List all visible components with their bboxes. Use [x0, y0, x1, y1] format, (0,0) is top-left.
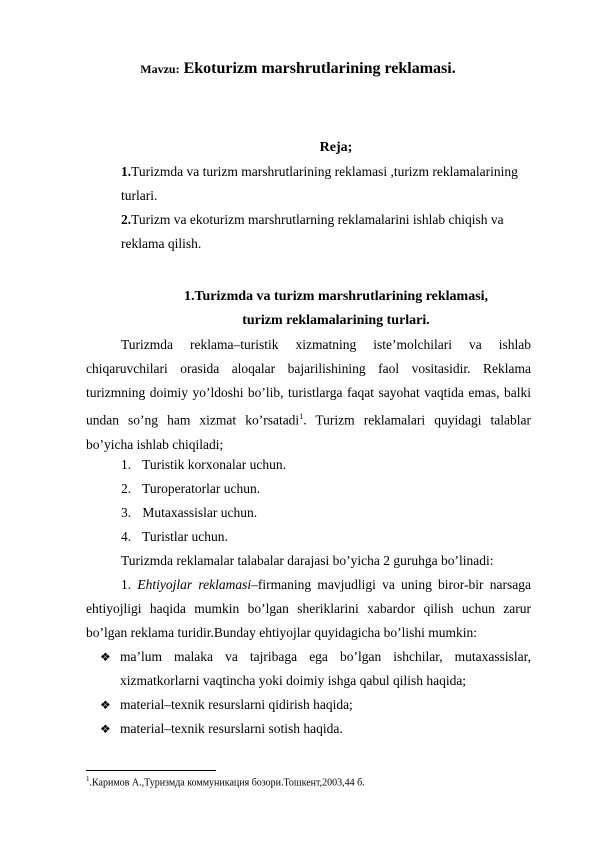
bullet-item	[100, 645, 531, 693]
diamond-bullet-icon: ❖	[100, 698, 111, 712]
paragraph-text: Turizmda reklama–turistik xizmatning iste’molchilari va ishlab chiqaruvchilari orasida aloqalar bajarilishining faol vositasidir. Reklama turizmning doimiy yo’ldoshi bo’lib, turistlarga faqat sayohat vaqtida emas, balki undan so’ng ham xizmat ko’rsatadi	[86, 337, 531, 428]
page-title	[0, 60, 596, 78]
list-item	[121, 525, 286, 549]
topic-text: Ekoturizm marshrutlarining reklamasi.	[183, 60, 456, 77]
plan-heading: Reja;	[319, 140, 353, 155]
plan-item-number: 2.	[121, 212, 132, 227]
topic-label: Mavzu:	[140, 62, 180, 76]
list-number: 3.	[121, 505, 132, 520]
paragraph	[86, 333, 531, 457]
plan-item-text: Turizm va ekoturizm marshrutlarning reklamalarini ishlab chiqish va	[131, 212, 504, 227]
plan-list	[121, 160, 541, 256]
paragraph-text: –firmaning mavjudligi va uning biror-bir narsaga ehtiyojligi haqida mumkin bo’lgan sheriklarini xabardor qilish uchun zarur bo’lgan reklama turidir.Bunday ehtiyojlar quyidagicha bo’lishi mumkin:	[86, 577, 531, 640]
paragraph: Turizmda reklamalar talabalar darajasi bo’yicha 2 guruhga bo’linadi:	[121, 553, 494, 568]
plan-item-number: 1.	[121, 164, 132, 179]
section-heading-line: 1.Turizmda va turizm marshrutlarining reklamasi,	[183, 289, 489, 304]
bullet-item	[100, 693, 531, 717]
footnote-number: 1	[86, 775, 90, 783]
list-item	[121, 501, 286, 525]
paragraph	[86, 573, 531, 645]
term-italic: Ehtiyojlar reklamasi	[137, 577, 252, 592]
footnote	[86, 775, 365, 788]
list-number: 2.	[121, 481, 132, 496]
bullet-text: ma’lum malaka va tajribaga ega bo’lgan ishchilar, mutaxassislar, xizmatkorlarni vaqtincha yoki doimiy ishga qabul qilish haqida;	[120, 649, 531, 688]
section-heading-line: turizm reklamalarining turlari.	[242, 313, 430, 328]
section-heading	[38, 285, 596, 333]
diamond-bullet-icon: ❖	[100, 650, 111, 664]
list-text: Turistlar uchun.	[142, 529, 228, 544]
footnote-ref: 1	[299, 412, 304, 421]
list-text: Turistik korxonalar uchun.	[142, 457, 287, 472]
plan-item-continuation: turlari.	[121, 188, 158, 203]
list-item	[121, 453, 286, 477]
list-text: Mutaxassislar uchun.	[142, 505, 258, 520]
bullet-text: material–texnik resurslarni sotish haqida.	[120, 721, 343, 736]
footnote-separator	[86, 770, 216, 771]
list-text: Turoperatorlar uchun.	[142, 481, 261, 496]
paragraph-text: . Turizm reklamalari quyidagi talablar bo’yicha ishlab chiqiladi;	[86, 412, 531, 452]
plan-item-continuation: reklama qilish.	[121, 236, 202, 251]
list-item	[121, 477, 286, 501]
plan-item	[121, 208, 541, 232]
plan-item	[121, 160, 541, 184]
bullet-item	[100, 717, 531, 741]
paragraph-number: 1.	[121, 577, 138, 592]
diamond-bullet-icon: ❖	[100, 722, 111, 736]
list-number: 1.	[121, 457, 132, 472]
ordered-list	[121, 453, 286, 549]
list-number: 4.	[121, 529, 132, 544]
bullet-text: material–texnik resurslarni qidirish haqida;	[120, 697, 353, 712]
bullet-list	[100, 645, 531, 741]
footnote-text: .Каримов А.,Туризмда коммуникация бозори.Тошкент,2003,44 б.	[89, 777, 365, 789]
plan-item-text: Turizmda va turizm marshrutlarining reklamasi ,turizm reklamalarining	[131, 164, 518, 179]
